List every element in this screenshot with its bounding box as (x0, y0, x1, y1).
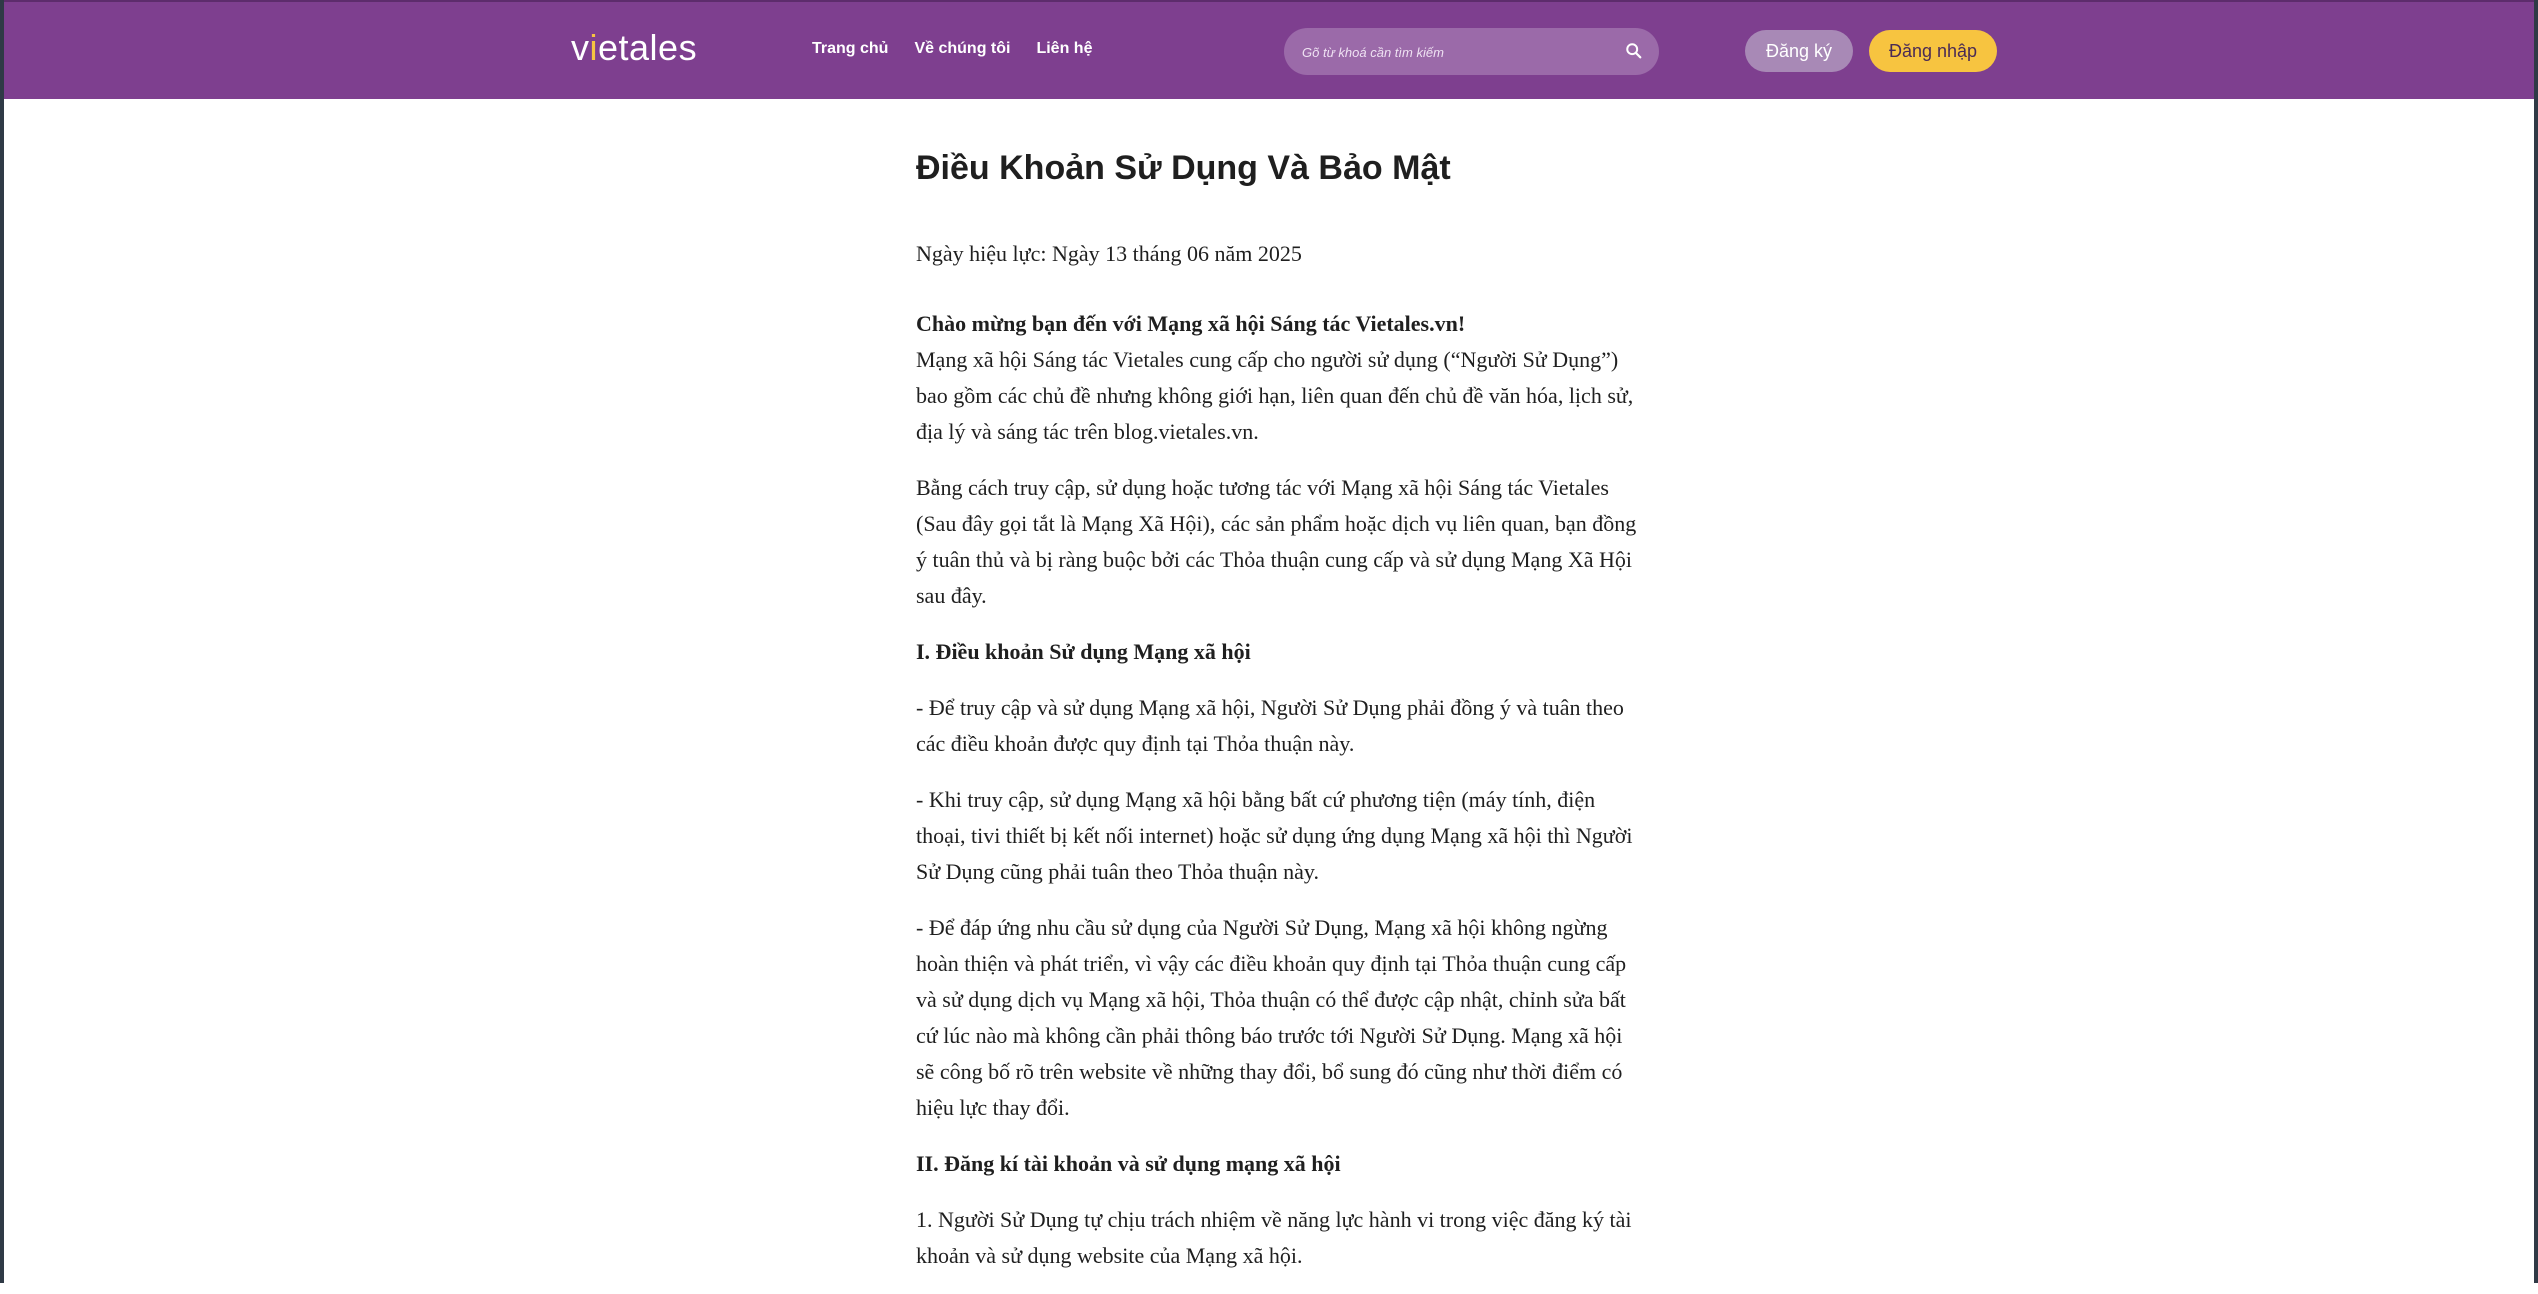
article (916, 148, 1641, 1294)
section-2-heading: II. Đăng kí tài khoản và sử dụng mạng xã hội (916, 1151, 1341, 1176)
register-button[interactable]: Đăng ký (1745, 30, 1853, 72)
intro-paragraph: Mạng xã hội Sáng tác Vietales cung cấp cho người sử dụng (“Người Sử Dụng”) bao gồm các chủ đề nhưng không giới hạn, liên quan đến chủ đề văn hóa, lịch sử, địa lý và sáng tác trên blog.vietales.vn. (916, 347, 1634, 444)
section-1-heading: I. Điều khoản Sử dụng Mạng xã hội (916, 639, 1251, 664)
welcome-heading: Chào mừng bạn đến với Mạng xã hội Sáng tác Vietales.vn! (916, 311, 1466, 336)
search-bar (1284, 28, 1659, 75)
search-input[interactable] (1300, 28, 1614, 77)
section-1-item: - Để đáp ứng nhu cầu sử dụng của Người Sử Dụng, Mạng xã hội không ngừng hoàn thiện và phát triển, vì vậy các điều khoản quy định tại Thỏa thuận cung cấp và sử dụng dịch vụ Mạng xã hội, Thỏa thuận có thể được cập nhật, chỉnh sửa bất cứ lúc nào mà không cần phải thông báo trước tới Người Sử Dụng. Mạng xã hội sẽ công bố rõ trên website về những thay đổi, bổ sung đó cũng như thời điểm có hiệu lực thay đổi. (916, 915, 1627, 1120)
logo-dot: i (589, 27, 598, 68)
section-1-item: - Khi truy cập, sử dụng Mạng xã hội bằng bất cứ phương tiện (máy tính, điện thoại, tivi thiết bị kết nối internet) hoặc sử dụng ứng dụng Mạng xã hội thì Người Sử Dụng cũng phải tuân theo Thỏa thuận này. (916, 787, 1633, 884)
top-navigation-bar (4, 0, 2534, 99)
search-icon[interactable] (1625, 42, 1643, 60)
vietales-logo[interactable] (571, 26, 697, 70)
logo-text-v: v (571, 27, 590, 68)
section-2-item: 1. Người Sử Dụng tự chịu trách nhiệm về năng lực hành vi trong việc đăng ký tài khoản và sử dụng website của Mạng xã hội. (916, 1207, 1632, 1268)
agreement-paragraph: Bằng cách truy cập, sử dụng hoặc tương tác với Mạng xã hội Sáng tác Vietales (Sau đây gọi tắt là Mạng Xã Hội), các sản phẩm hoặc dịch vụ liên quan, bạn đồng ý tuân thủ và bị ràng buộc bởi các Thỏa thuận cung cấp và sử dụng Mạng Xã Hội sau đây. (916, 475, 1637, 608)
effective-date: Ngày hiệu lực: Ngày 13 tháng 06 năm 2025 (916, 241, 1302, 266)
logo-text-rest: etales (598, 27, 698, 68)
nav-about[interactable]: Về chúng tôi (914, 40, 1011, 57)
nav-home[interactable]: Trang chủ (812, 40, 889, 57)
nav-contact[interactable]: Liên hệ (1036, 40, 1093, 57)
section-1-item: - Để truy cập và sử dụng Mạng xã hội, Người Sử Dụng phải đồng ý và tuân theo các điều khoản được quy định tại Thỏa thuận này. (916, 695, 1624, 756)
page-title: Điều Khoản Sử Dụng Và Bảo Mật (916, 149, 1451, 187)
login-button[interactable]: Đăng nhập (1869, 30, 1997, 72)
main-nav (812, 40, 1092, 58)
